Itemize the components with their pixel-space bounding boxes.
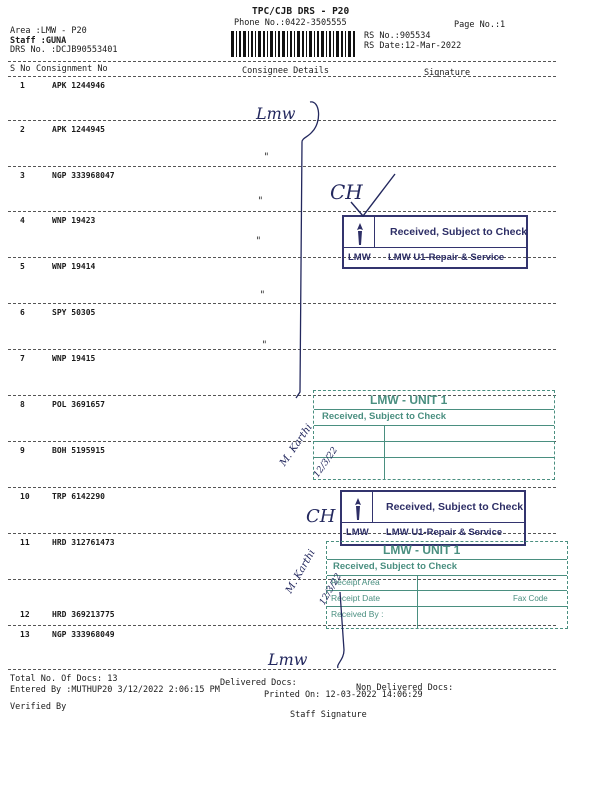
row-divider xyxy=(8,669,556,670)
stamp-received-text-2: Received, Subject to Check xyxy=(386,501,524,513)
handwritten-ch-initials: CH xyxy=(330,180,363,204)
row-sno: 5 xyxy=(20,262,25,271)
row-sno: 4 xyxy=(20,216,25,225)
drs-number: DRS No. :DCJB90553401 xyxy=(10,45,118,55)
stamp-lmw-text: LMW xyxy=(348,252,371,263)
stamp-unit-received-text: Received, Subject to Check xyxy=(322,411,447,422)
row-consignment: APK 1244946 xyxy=(52,81,105,90)
staff-label: Staff :GUNA xyxy=(10,36,67,46)
stamp-unit-text-2: LMW - UNIT 1 xyxy=(383,543,461,557)
handwritten-lmw-top: Lmw xyxy=(256,104,296,123)
document-title: TPC/CJB DRS - P20 xyxy=(252,6,350,17)
row-sno: 9 xyxy=(20,446,25,455)
col-header-consignment: Consignment No xyxy=(36,64,108,74)
stamp-received-text: Received, Subject to Check xyxy=(390,226,528,238)
row-sno: 2 xyxy=(20,125,25,134)
rs-number: RS No.:905534 xyxy=(364,31,431,41)
row-consignment: SPY 50305 xyxy=(52,308,96,317)
area-label: Area :LMW - P20 xyxy=(10,26,87,36)
row-consignment: POL 3691657 xyxy=(52,400,105,409)
row-sno: 7 xyxy=(20,354,25,363)
row-sno: 10 xyxy=(20,492,30,501)
row-divider xyxy=(8,487,556,488)
non-delivered-docs: Non Delivered Docs: xyxy=(356,683,454,693)
ditto-mark: " xyxy=(258,196,263,207)
bracket-line-icon xyxy=(334,590,354,670)
row-consignment: WNP 19414 xyxy=(52,262,96,271)
row-consignment: WNP 19415 xyxy=(52,354,96,363)
stamp-repair-text: LMW U1-Repair & Service xyxy=(388,252,505,263)
printed-on: Printed On: 12-03-2022 14:06:29 xyxy=(264,690,423,700)
received-stamp-2 xyxy=(340,490,526,546)
rs-date: RS Date:12-Mar-2022 xyxy=(364,41,462,51)
total-docs: Total No. Of Docs: 13 xyxy=(10,674,118,684)
handwritten-lmw-bottom: Lmw xyxy=(268,650,308,669)
row-consignment: TRP 6142290 xyxy=(52,492,105,501)
ditto-mark: " xyxy=(256,236,261,247)
lmw-unit-stamp-2 xyxy=(326,541,568,629)
bracket-line-icon xyxy=(250,92,330,402)
delivered-docs: Delivered Docs: xyxy=(220,678,297,688)
stamp-lmw-text-2: LMW xyxy=(346,527,369,538)
ditto-mark: " xyxy=(262,340,267,351)
header-rule-bottom xyxy=(8,76,556,77)
received-by-label: Received By : xyxy=(331,609,384,619)
handwritten-signature-1: M. Karthi xyxy=(278,422,315,469)
row-consignment: APK 1244945 xyxy=(52,125,105,134)
fax-code-label: Fax Code xyxy=(513,594,548,603)
check-mark-icon xyxy=(345,172,399,224)
staff-signature-label: Staff Signature xyxy=(290,710,367,720)
receipt-date-label: Receipt Date xyxy=(331,593,381,603)
row-sno: 1 xyxy=(20,81,25,90)
stamp-unit-received-text-2: Received, Subject to Check xyxy=(333,561,458,572)
header-rule-top xyxy=(8,61,556,62)
row-sno: 8 xyxy=(20,400,25,409)
handwritten-signature-2: M. Karthi xyxy=(284,548,318,596)
row-consignment: HRD 369213775 xyxy=(52,610,115,619)
row-consignment: HRD 312761473 xyxy=(52,538,115,547)
handwritten-date-2: 12/3/22 xyxy=(318,571,345,607)
stamp-repair-text-2: LMW U1-Repair & Service xyxy=(386,527,503,538)
row-sno: 11 xyxy=(20,538,30,547)
ditto-mark: " xyxy=(264,152,269,163)
col-header-signature: Signature xyxy=(424,68,471,78)
barcode xyxy=(231,31,357,57)
row-consignment: WNP 19423 xyxy=(52,216,96,225)
col-header-sno: S No xyxy=(10,64,31,74)
row-consignment: NGP 333968047 xyxy=(52,171,115,180)
phone-number: Phone No.:0422-3505555 xyxy=(234,18,347,28)
row-consignment: NGP 333968049 xyxy=(52,630,115,639)
receipt-area-label: Receipt Area xyxy=(331,577,380,587)
col-header-consignee: Consignee Details xyxy=(242,66,329,76)
row-consignment: BOH 5195915 xyxy=(52,446,105,455)
handwritten-ch-initials-2: CH xyxy=(306,506,336,527)
row-sno: 3 xyxy=(20,171,25,180)
ditto-mark: " xyxy=(260,290,265,301)
entered-by: Entered By :MUTHUP20 3/12/2022 2:06:15 PM xyxy=(10,685,220,695)
lmw-unit-stamp xyxy=(313,390,555,480)
row-sno: 13 xyxy=(20,630,30,639)
handwritten-date-1: 12/3/22 xyxy=(312,445,341,480)
verified-by: Verified By xyxy=(10,702,67,712)
row-sno: 6 xyxy=(20,308,25,317)
stamp-unit-text: LMW - UNIT 1 xyxy=(370,393,448,407)
torch-emblem-icon xyxy=(346,496,370,524)
page-number: Page No.:1 xyxy=(454,20,506,30)
row-sno: 12 xyxy=(20,610,30,619)
torch-emblem-icon xyxy=(348,221,372,249)
